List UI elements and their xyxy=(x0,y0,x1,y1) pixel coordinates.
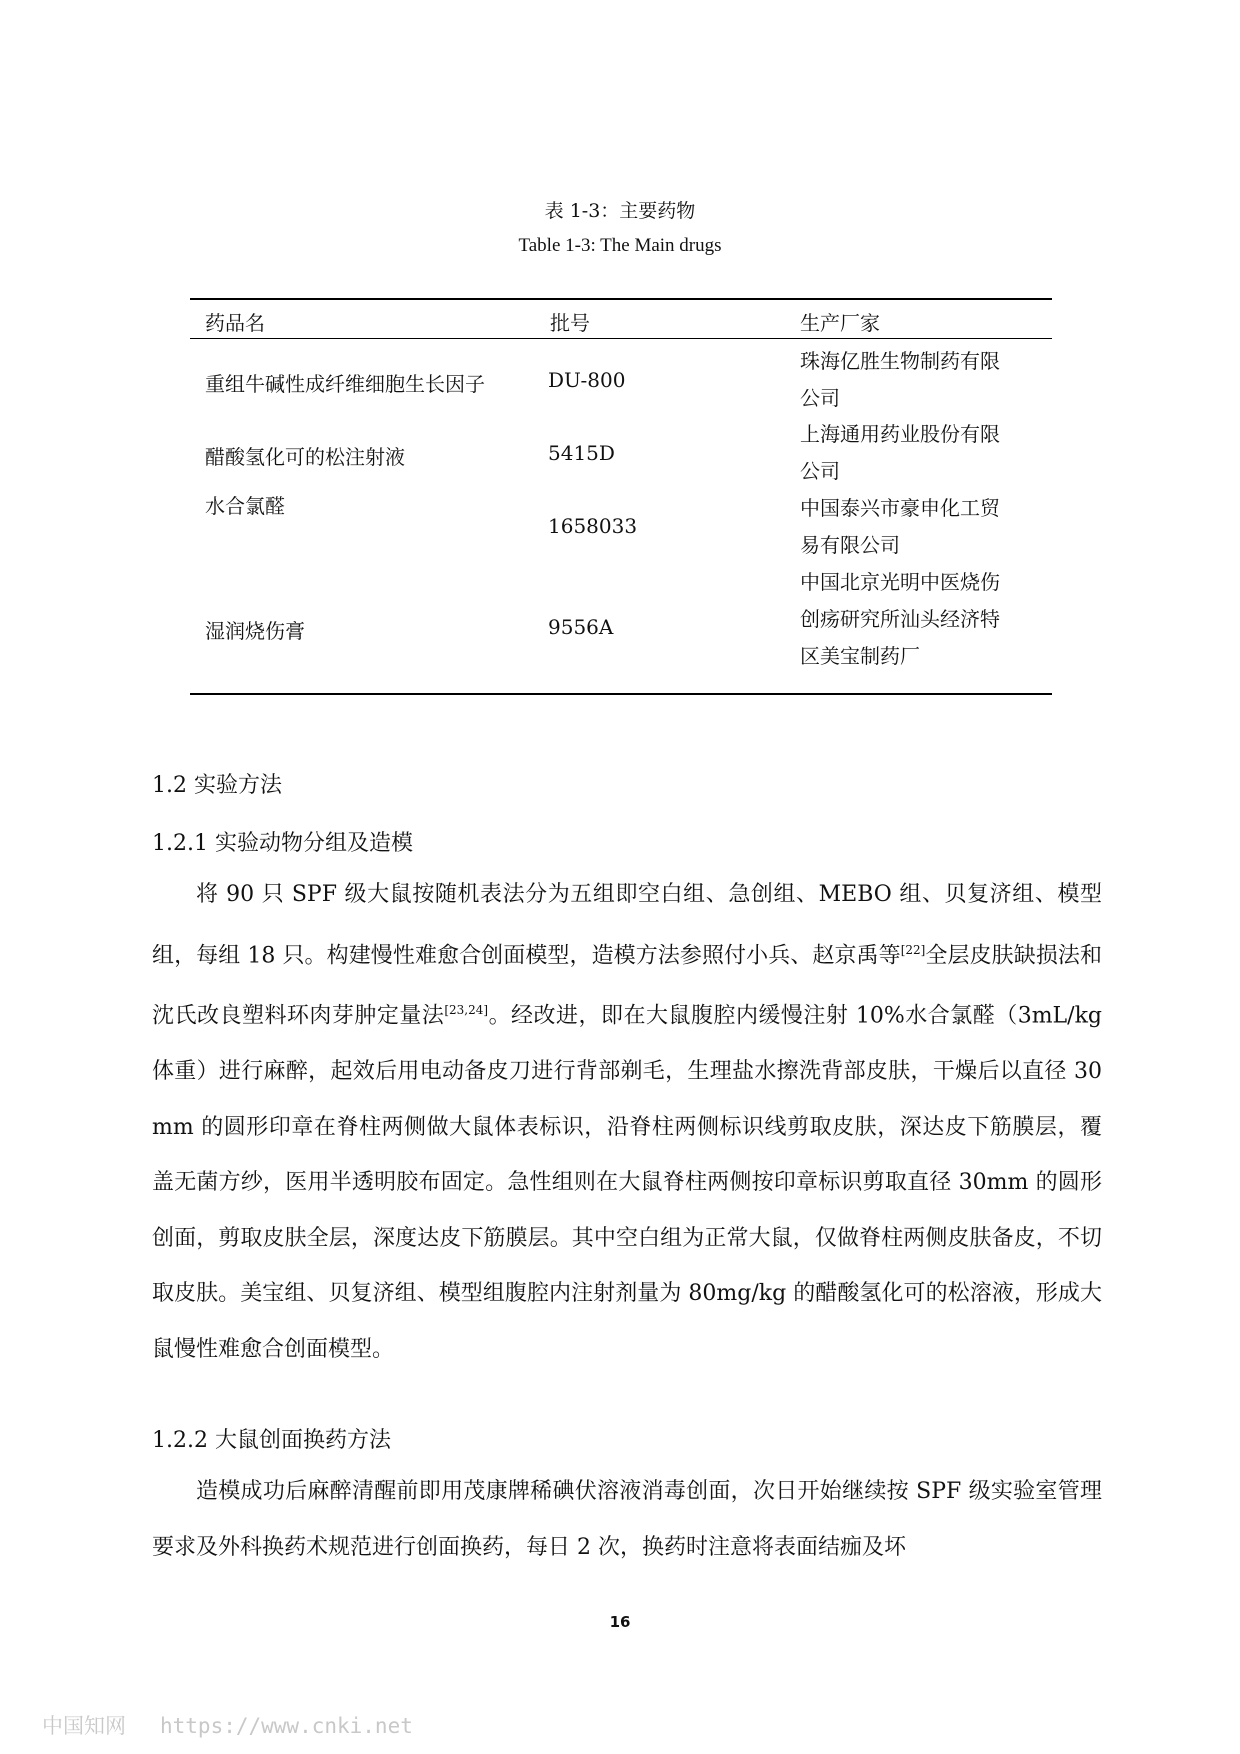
table-body xyxy=(190,339,1052,693)
header-manufacturer: 生产厂家 xyxy=(800,311,880,335)
subsection-heading-1: 1.2.1 实验动物分组及造模 xyxy=(152,831,413,856)
table-bottom-rule xyxy=(190,693,1052,695)
table-cell-name: 重组牛碱性成纤维细胞生长因子 xyxy=(205,372,485,396)
header-batch: 批号 xyxy=(550,311,590,335)
section-heading: 1.2 实验方法 xyxy=(152,773,282,798)
page-number: 16 xyxy=(609,1613,631,1631)
table-cell-name: 湿润烧伤膏 xyxy=(205,619,305,643)
table-cell-batch: DU-800 xyxy=(548,368,626,392)
drugs-table xyxy=(190,298,1052,695)
watermark-url: https://www.cnki.net xyxy=(160,1714,413,1738)
subsection-heading-2: 1.2.2 大鼠创面换药方法 xyxy=(152,1428,391,1453)
citation-ref: [23,24] xyxy=(444,1003,489,1018)
table-cell-maker: 中国北京光明中医烧伤 创疡研究所汕头经济特 区美宝制药厂 xyxy=(800,570,1000,668)
table-cell-name: 醋酸氢化可的松注射液 xyxy=(205,445,405,469)
citation-ref: [22] xyxy=(900,942,926,957)
paragraph-dressing: 造模成功后麻醉清醒前即用茂康牌稀碘伏溶液消毒创面，次日开始继续按 SPF 级实验室管理要求及外科换药术规范进行创面换药，每日 2 次，换药时注意将表面结痂及坏 xyxy=(152,1479,1102,1560)
header-drug-name: 药品名 xyxy=(205,311,265,335)
table-cell-batch: 9556A xyxy=(548,615,614,639)
watermark-site: 中国知网 xyxy=(42,1714,126,1738)
table-cell-maker: 上海通用药业股份有限 公司 xyxy=(800,422,1000,483)
table-cell-maker: 中国泰兴市豪申化工贸 易有限公司 xyxy=(800,496,1000,557)
table-caption-en: Table 1-3: The Main drugs xyxy=(518,235,722,256)
table-caption-cn: 表 1-3：主要药物 xyxy=(544,200,696,222)
table-cell-name: 水合氯醛 xyxy=(205,494,285,518)
table-header-row xyxy=(190,300,1052,338)
paragraph-modeling: 将 90 只 SPF 级大鼠按随机表法分为五组即空白组、急创组、MEBO 组、贝复济组、模型组，每组 18 只。构建慢性难愈合创面模型，造模方法参照付小兵、赵京禹等[22]全层皮肤缺损法和沈氏改良塑料环肉芽肿定量法[23,24]。经改进，即在大鼠腹腔内缓慢注射 10%水合氯醛（3mL/kg 体重）进行麻醉，起效后用电动备皮刀进行背部剃毛，生理盐水擦洗背部皮肤，干燥后以直径 30mm 的圆形印章在脊柱两侧做大鼠体表标识，沿脊柱两侧标识线剪取皮肤，深达皮下筋膜层，覆盖无菌方纱，医用半透明胶布固定。急性组则在大鼠脊柱两侧按印章标识剪取直径 30mm 的圆形创面，剪取皮肤全层，深度达皮下筋膜层。其中空白组为正常大鼠，仅做脊柱两侧皮肤备皮，不切取皮肤。美宝组、贝复济组、模型组腹腔内注射剂量为 80mg/kg 的醋酸氢化可的松溶液，形成大鼠慢性难愈合创面模型。 xyxy=(152,882,1102,1362)
table-cell-maker: 珠海亿胜生物制药有限 公司 xyxy=(800,349,1000,410)
table-cell-batch: 1658033 xyxy=(548,514,638,538)
table-cell-batch: 5415D xyxy=(548,441,615,465)
watermark xyxy=(42,1710,413,1740)
